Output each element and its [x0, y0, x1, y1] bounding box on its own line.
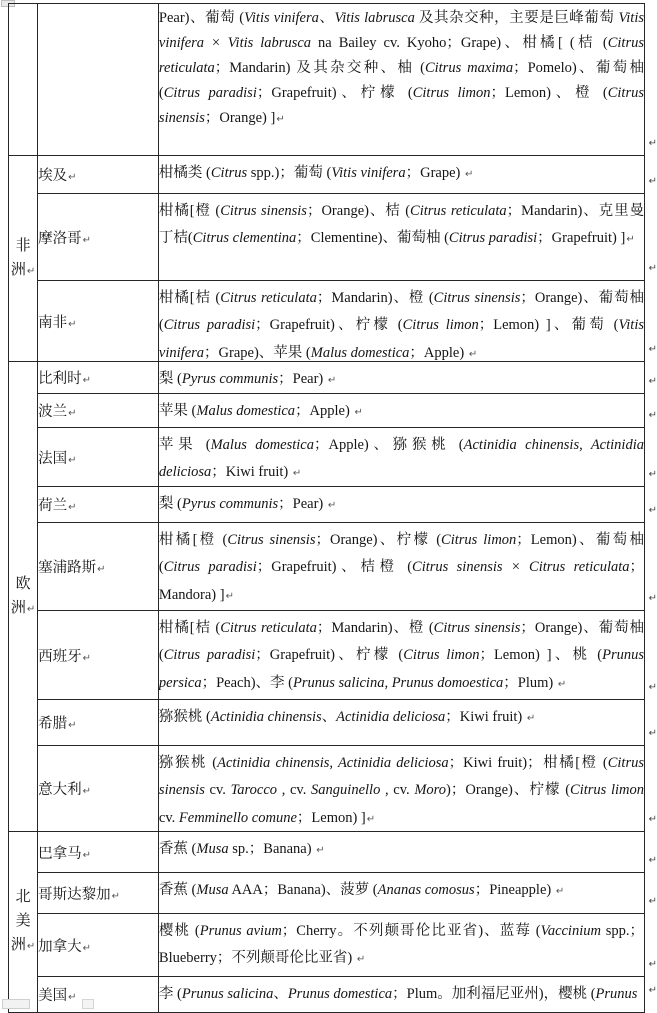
latin-name: Malus domestica: [196, 402, 296, 419]
latin-name: Vitis vinifera: [244, 10, 319, 26]
species-text: 樱桃 (Prunus avium；Cherry。不列颠哥伦比亚省)、蓝莓 (Vaccinium spp.；Blueberry；不列颠哥伦比亚省) ↵: [158, 922, 644, 966]
country-cell: [38, 873, 159, 914]
country-cell: [38, 194, 159, 281]
return-mark-icon: ↵: [68, 172, 77, 183]
latin-name: Citrus reticulata: [220, 619, 317, 636]
return-mark-icon: ↵: [526, 712, 536, 724]
return-mark-icon: ↵: [356, 954, 366, 965]
row-end-mark-icon: ↵: [648, 469, 657, 480]
return-mark-icon: ↵: [68, 720, 77, 731]
species-text: 猕猴桃 (Actinidia chinensis, Actinidia deliciosa；Kiwi fruit)；柑橘[橙 (Citrus sinensis cv. Tarocco , cv. Sanguinello , cv. Moro)；Orange)、柠檬 (Citrus limon cv. Femminello comune；Lemon) ]↵: [158, 754, 645, 826]
return-mark-icon: ↵: [626, 234, 635, 245]
country-label: 埃及: [38, 168, 68, 184]
species-cell: [158, 194, 657, 281]
table-row: [9, 977, 645, 1013]
return-mark-icon: ↵: [464, 168, 474, 180]
table-row: [9, 281, 645, 362]
country-cell: [38, 362, 159, 394]
country-cell: [38, 4, 159, 156]
country-cell: [38, 156, 159, 194]
continent-cell: 非 洲↵: [9, 156, 38, 362]
latin-name: Musa: [196, 840, 229, 857]
return-mark-icon: ↵: [26, 941, 36, 952]
latin-name: Tarocco: [230, 782, 278, 798]
species-text: Pear)、葡萄 (Vitis vinifera、Vitis labrusca 及其杂交种，主要是巨峰葡萄 Vitis vinifera × Vitis labrusca na Bailey cv. Kyoho；Grape)、柑橘[ (桔 (Citrus reticulata；Mandarin) 及其杂交种、柚 (Citrus maxima；Pomelo)、葡萄柚 (Citrus paradisi；Grapefruit)、柠檬 (Citrus limon；Lemon)、橙 (Citrus sinensis；Orange) ]↵: [158, 10, 645, 126]
continent-cell: 北 美 洲↵: [9, 832, 38, 1013]
latin-name: Malus domestica: [310, 344, 410, 361]
country-cell: [38, 746, 159, 832]
latin-name: Citrus sinensis: [158, 85, 644, 126]
continent-cell: 欧 洲↵: [9, 362, 38, 832]
latin-name: Prunus salicina, Prunus domoestica: [293, 674, 504, 691]
country-label: 哥斯达黎加: [38, 886, 111, 903]
country-cell: [38, 700, 159, 746]
row-end-mark-icon: ↵: [648, 682, 657, 693]
return-mark-icon: ↵: [327, 499, 337, 511]
latin-name: Prunus salicina: [181, 985, 274, 1002]
return-mark-icon: ↵: [354, 406, 363, 418]
table-row: [9, 394, 645, 428]
return-mark-icon: ↵: [82, 849, 92, 861]
latin-name: Femminello comune: [178, 809, 297, 826]
country-cell: [38, 977, 159, 1013]
table-row: [9, 362, 645, 394]
latin-name: Citrus paradisi: [448, 230, 538, 246]
country-label: 意大利: [38, 782, 82, 798]
latin-name: Citrus sinensis: [220, 202, 307, 219]
country-label: 西班牙: [38, 648, 82, 665]
return-mark-icon: ↵: [82, 375, 92, 386]
latin-name: Citrus sinensis: [158, 754, 644, 798]
latin-name: Musa: [196, 881, 229, 898]
species-text: 苹果 (Malus domestica；Apple)、猕猴桃 (Actinidia chinensis, Actinidia deliciosa；Kiwi fruit) ↵: [158, 436, 644, 480]
return-mark-icon: ↵: [111, 890, 121, 902]
species-text: 柑橘[橙 (Citrus sinensis；Orange)、桔 (Citrus reticulata；Mandarin)、克里曼丁桔(Citrus clementina；Clementine)、葡萄柚 (Citrus paradisi；Grapefruit) ]↵: [158, 202, 644, 246]
return-mark-icon: ↵: [68, 454, 77, 466]
return-mark-icon: ↵: [292, 468, 302, 479]
latin-name: Ananas comosus: [377, 881, 475, 898]
row-end-mark-icon: ↵: [648, 855, 657, 866]
latin-name: Pyrus communis: [181, 495, 279, 512]
species-cell: [158, 914, 657, 977]
species-text: 梨 (Pyrus communis；Pear) ↵: [158, 495, 337, 512]
latin-name: Moro: [414, 782, 447, 798]
species-text: 猕猴桃 (Actinidia chinensis、Actinidia deliciosa；Kiwi fruit) ↵: [158, 708, 536, 725]
species-cell: [158, 487, 657, 523]
latin-name: Citrus limon: [402, 317, 479, 333]
return-mark-icon: ↵: [82, 652, 92, 664]
country-label: 摩洛哥: [38, 230, 82, 247]
species-text: 香蕉 (Musa AAA；Banana)、菠萝 (Ananas comosus；Pineapple) ↵: [158, 881, 565, 898]
table-row: [9, 428, 645, 487]
latin-name: Citrus maxima: [424, 60, 514, 76]
latin-name: Actinidia chinensis, Actinidia deliciosa: [217, 754, 449, 771]
table-row: [9, 156, 645, 194]
row-end-mark-icon: ↵: [648, 263, 657, 274]
latin-name: Citrus reticulata: [220, 289, 317, 306]
row-end-mark-icon: ↵: [648, 138, 657, 149]
latin-name: Sanguinello: [311, 782, 381, 798]
species-table-body: [9, 4, 657, 1013]
species-cell: [158, 873, 657, 914]
table-row: [9, 4, 645, 156]
table-row: [9, 523, 645, 611]
species-text: 李 (Prunus salicina、Prunus domestica；Plum。加利福尼亚州)，樱桃 (Prunus: [158, 985, 638, 1002]
species-text: 柑橘[橙 (Citrus sinensis；Orange)、柠檬 (Citrus limon；Lemon)、葡萄柚 (Citrus paradisi；Grapefruit)、桔橙 (Citrus sinensis × Citrus reticulata；Mandora) ]↵: [158, 531, 645, 603]
row-end-mark-icon: ↵: [648, 344, 657, 355]
species-cell: [158, 977, 657, 1013]
row-end-mark-icon: ↵: [648, 959, 657, 970]
row-end-mark-icon: ↵: [648, 814, 657, 825]
row-end-mark-icon: ↵: [648, 505, 657, 516]
table-row: [9, 873, 645, 914]
return-mark-icon: ↵: [97, 564, 106, 575]
latin-name: Malus domestica: [210, 436, 314, 453]
country-label: 巴拿马: [38, 845, 82, 862]
country-label: 法国: [38, 450, 68, 467]
return-mark-icon: ↵: [68, 408, 77, 419]
table-row: [9, 700, 645, 746]
latin-name: Actinidia chinensis: [210, 708, 322, 725]
species-text: 梨 (Pyrus communis；Pear) ↵: [158, 370, 337, 387]
species-cell: [158, 746, 657, 832]
row-end-mark-icon: ↵: [648, 376, 657, 387]
table-row: [9, 611, 645, 700]
species-text: 柑橘[桔 (Citrus reticulata；Mandarin)、橙 (Citrus sinensis；Orange)、葡萄柚 (Citrus paradisi；Grapefruit)、柠檬 (Citrus limon；Lemon) ]、葡萄 (Vitis vinifera；Grape)、苹果 (Malus domestica；Apple) ↵: [158, 289, 645, 361]
latin-name: Citrus sinensis: [433, 619, 521, 636]
return-mark-icon: ↵: [276, 114, 285, 125]
species-table: [8, 3, 657, 1013]
return-mark-icon: ↵: [468, 348, 478, 360]
latin-name: Citrus limon: [570, 782, 645, 798]
return-mark-icon: ↵: [225, 590, 234, 602]
latin-name: Citrus paradisi: [163, 647, 256, 663]
country-cell: [38, 394, 159, 428]
return-mark-icon: ↵: [82, 942, 92, 954]
latin-name: Citrus sinensis × Citrus reticulata: [412, 559, 630, 575]
table-row: [9, 487, 645, 523]
latin-name: Citrus reticulata: [158, 35, 644, 76]
table-row: [9, 832, 645, 873]
return-mark-icon: ↵: [68, 502, 77, 513]
country-label: 希腊: [38, 716, 68, 732]
country-label: 塞浦路斯: [38, 560, 97, 576]
country-label: 波兰: [38, 404, 68, 420]
country-cell: [38, 487, 159, 523]
latin-name: Citrus paradisi: [163, 559, 257, 575]
latin-name: Citrus limon: [403, 647, 480, 663]
row-end-mark-icon: ↵: [648, 410, 657, 421]
latin-name: Vaccinium: [540, 922, 601, 939]
return-mark-icon: ↵: [26, 603, 36, 615]
country-cell: [38, 611, 159, 700]
return-mark-icon: ↵: [327, 374, 337, 386]
country-label: 美国: [38, 988, 68, 1004]
return-mark-icon: ↵: [557, 678, 567, 690]
species-cell: [158, 611, 657, 700]
species-cell: [158, 281, 657, 362]
latin-name: Citrus paradisi: [163, 85, 257, 101]
return-mark-icon: ↵: [68, 318, 77, 330]
row-end-mark-icon: ↵: [648, 896, 657, 907]
latin-name: Citrus clementina: [192, 230, 297, 246]
latin-name: Citrus sinensis: [227, 531, 316, 548]
country-label: 荷兰: [38, 498, 68, 514]
latin-name: Pyrus communis: [181, 370, 279, 387]
latin-name: Vitis vinifera: [331, 164, 406, 181]
latin-name: Prunus persica: [158, 647, 644, 691]
return-mark-icon: ↵: [26, 265, 36, 277]
latin-name: Citrus limon: [441, 531, 517, 548]
species-cell: [158, 523, 657, 611]
return-mark-icon: ↵: [82, 234, 92, 246]
species-cell: [158, 362, 657, 394]
row-end-mark-icon: ↵: [648, 176, 657, 187]
latin-name: Citrus sinensis: [433, 289, 521, 306]
page-bottom-artifact: [2, 999, 30, 1009]
species-cell: [158, 832, 657, 873]
species-cell: [158, 156, 657, 194]
species-cell: [158, 428, 657, 487]
row-end-mark-icon: ↵: [648, 593, 657, 604]
country-cell: [38, 914, 159, 977]
row-end-mark-icon: ↵: [648, 985, 657, 996]
country-label: 南非: [38, 314, 68, 331]
species-cell: [158, 700, 657, 746]
table-row: [9, 914, 645, 977]
species-text: 香蕉 (Musa sp.；Banana) ↵: [158, 840, 325, 857]
return-mark-icon: ↵: [68, 992, 77, 1003]
latin-name: Vitis labrusca: [334, 10, 415, 26]
latin-name: Prunus: [595, 985, 638, 1002]
return-mark-icon: ↵: [555, 885, 565, 897]
table-row: [9, 194, 645, 281]
latin-name: Citrus limon: [412, 85, 491, 101]
species-cell: [158, 394, 657, 428]
country-cell: [38, 281, 159, 362]
return-mark-icon: ↵: [82, 786, 92, 797]
species-cell: [158, 4, 657, 156]
species-text: 柑橘类 (Citrus spp.)；葡萄 (Vitis vinifera；Grape) ↵: [158, 164, 474, 181]
latin-name: Actinidia chinensis, Actinidia deliciosa: [158, 436, 644, 480]
latin-name: Prunus avium: [199, 922, 282, 939]
species-text: 苹果 (Malus domestica；Apple) ↵: [158, 402, 363, 419]
latin-name: Prunus domestica: [287, 985, 393, 1002]
country-label: 加拿大: [38, 938, 82, 955]
country-label: 比利时: [38, 371, 82, 387]
return-mark-icon: ↵: [366, 813, 376, 825]
latin-name: Vitis vinifera × Vitis labrusca: [158, 10, 645, 51]
country-cell: [38, 428, 159, 487]
latin-name: Citrus paradisi: [163, 317, 256, 333]
latin-name: Citrus reticulata: [410, 202, 507, 219]
row-end-mark-icon: ↵: [648, 728, 657, 739]
latin-name: Vitis vinifera: [158, 317, 645, 361]
country-cell: [38, 523, 159, 611]
latin-name: Actinidia deliciosa: [336, 708, 446, 725]
page-bottom-artifact-small: [82, 999, 94, 1009]
return-mark-icon: ↵: [316, 844, 325, 856]
country-cell: [38, 832, 159, 873]
table-row: [9, 746, 645, 832]
latin-name: Citrus: [210, 164, 248, 181]
species-text: 柑橘[桔 (Citrus reticulata；Mandarin)、橙 (Citrus sinensis；Orange)、葡萄柚 (Citrus paradisi；Grapefruit)、柠檬 (Citrus limon；Lemon) ]、桃 (Prunus persica；Peach)、李 (Prunus salicina, Prunus domoestica；Plum) ↵: [158, 619, 644, 691]
continent-cell: [9, 4, 38, 156]
